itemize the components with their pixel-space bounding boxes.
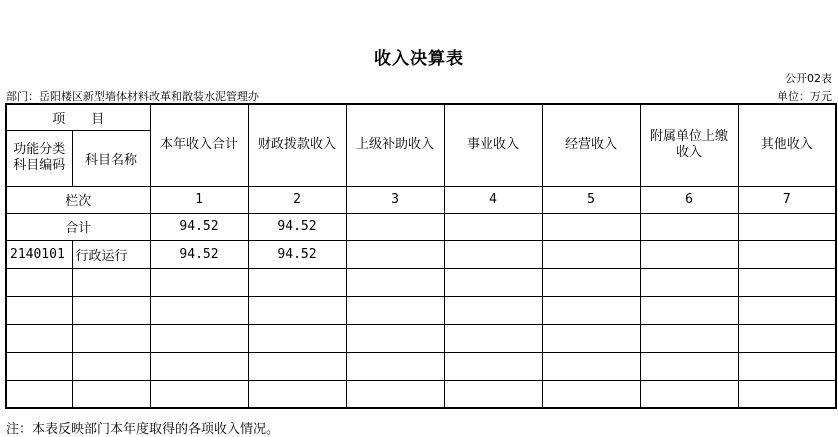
blank-cell: [248, 296, 346, 324]
column-no-cell: 5: [542, 186, 640, 213]
blank-cell: [640, 296, 738, 324]
blank-cell: [6, 324, 72, 352]
blank-cell: [640, 352, 738, 380]
blank-cell: [444, 296, 542, 324]
subject-name-cell: 行政运行: [72, 240, 150, 268]
blank-cell: [346, 268, 444, 296]
blank-cell: [346, 380, 444, 408]
blank-cell: [542, 296, 640, 324]
blank-cell: [150, 324, 248, 352]
blank-row: [6, 352, 836, 380]
blank-cell: [738, 352, 836, 380]
column-no-cell: 3: [346, 186, 444, 213]
func-code-cell: 2140101: [6, 240, 72, 268]
value-cell: [542, 240, 640, 268]
blank-cell: [72, 296, 150, 324]
total-cell: [444, 213, 542, 240]
total-cell: [640, 213, 738, 240]
blank-cell: [640, 380, 738, 408]
blank-cell: [346, 296, 444, 324]
blank-row: [6, 268, 836, 296]
blank-cell: [150, 352, 248, 380]
blank-cell: [738, 324, 836, 352]
column-no-cell: 2: [248, 186, 346, 213]
blank-cell: [444, 324, 542, 352]
blank-cell: [542, 380, 640, 408]
blank-cell: [738, 268, 836, 296]
footnote: 注：本表反映部门本年度取得的各项收入情况。: [6, 422, 280, 437]
blank-cell: [72, 324, 150, 352]
blank-cell: [6, 352, 72, 380]
blank-cell: [542, 324, 640, 352]
blank-row: [6, 296, 836, 324]
blank-cell: [640, 268, 738, 296]
blank-cell: [640, 324, 738, 352]
item-header: 项 目: [6, 104, 150, 130]
blank-cell: [6, 268, 72, 296]
value-cell: 94.52: [248, 240, 346, 268]
value-cell: [640, 240, 738, 268]
blank-cell: [542, 268, 640, 296]
blank-cell: [150, 268, 248, 296]
value-cell: 94.52: [150, 240, 248, 268]
column-no-cell: 7: [738, 186, 836, 213]
total-cell: 94.52: [150, 213, 248, 240]
blank-cell: [346, 324, 444, 352]
total-label: 合计: [6, 213, 150, 240]
blank-cell: [738, 380, 836, 408]
total-cell: [738, 213, 836, 240]
blank-cell: [248, 324, 346, 352]
total-cell: 94.52: [248, 213, 346, 240]
blank-cell: [72, 268, 150, 296]
func-code-header: 功能分类科目编码: [6, 130, 72, 186]
col-header-1: 本年收入合计: [150, 104, 248, 186]
blank-cell: [542, 352, 640, 380]
blank-cell: [248, 268, 346, 296]
blank-row: [6, 380, 836, 408]
income-table: [5, 103, 837, 409]
total-cell: [346, 213, 444, 240]
value-cell: [738, 240, 836, 268]
subject-name-header: 科目名称: [72, 130, 150, 186]
col-header-5: 经营收入: [542, 104, 640, 186]
column-no-cell: 1: [150, 186, 248, 213]
col-header-3: 上级补助收入: [346, 104, 444, 186]
col-header-4: 事业收入: [444, 104, 542, 186]
blank-cell: [248, 352, 346, 380]
column-no-label: 栏次: [6, 186, 150, 213]
blank-cell: [444, 352, 542, 380]
blank-cell: [72, 352, 150, 380]
form-number: 公开02表: [785, 72, 832, 85]
blank-cell: [72, 380, 150, 408]
column-no-cell: 6: [640, 186, 738, 213]
blank-cell: [150, 296, 248, 324]
col-header-2: 财政拨款收入: [248, 104, 346, 186]
col-header-6: 附属单位上缴收入: [640, 104, 738, 186]
blank-cell: [6, 296, 72, 324]
blank-cell: [346, 352, 444, 380]
total-cell: [542, 213, 640, 240]
blank-cell: [738, 296, 836, 324]
blank-cell: [444, 380, 542, 408]
blank-cell: [248, 380, 346, 408]
blank-cell: [444, 268, 542, 296]
value-cell: [346, 240, 444, 268]
table-row: [6, 240, 836, 268]
blank-row: [6, 324, 836, 352]
value-cell: [444, 240, 542, 268]
report-title: 收入决算表: [374, 49, 464, 69]
department-label: 部门：岳阳楼区新型墙体材料改革和散装水泥管理办: [6, 90, 259, 103]
column-no-cell: 4: [444, 186, 542, 213]
unit-label: 单位：万元: [777, 90, 832, 103]
blank-cell: [150, 380, 248, 408]
col-header-7: 其他收入: [738, 104, 836, 186]
blank-cell: [6, 380, 72, 408]
